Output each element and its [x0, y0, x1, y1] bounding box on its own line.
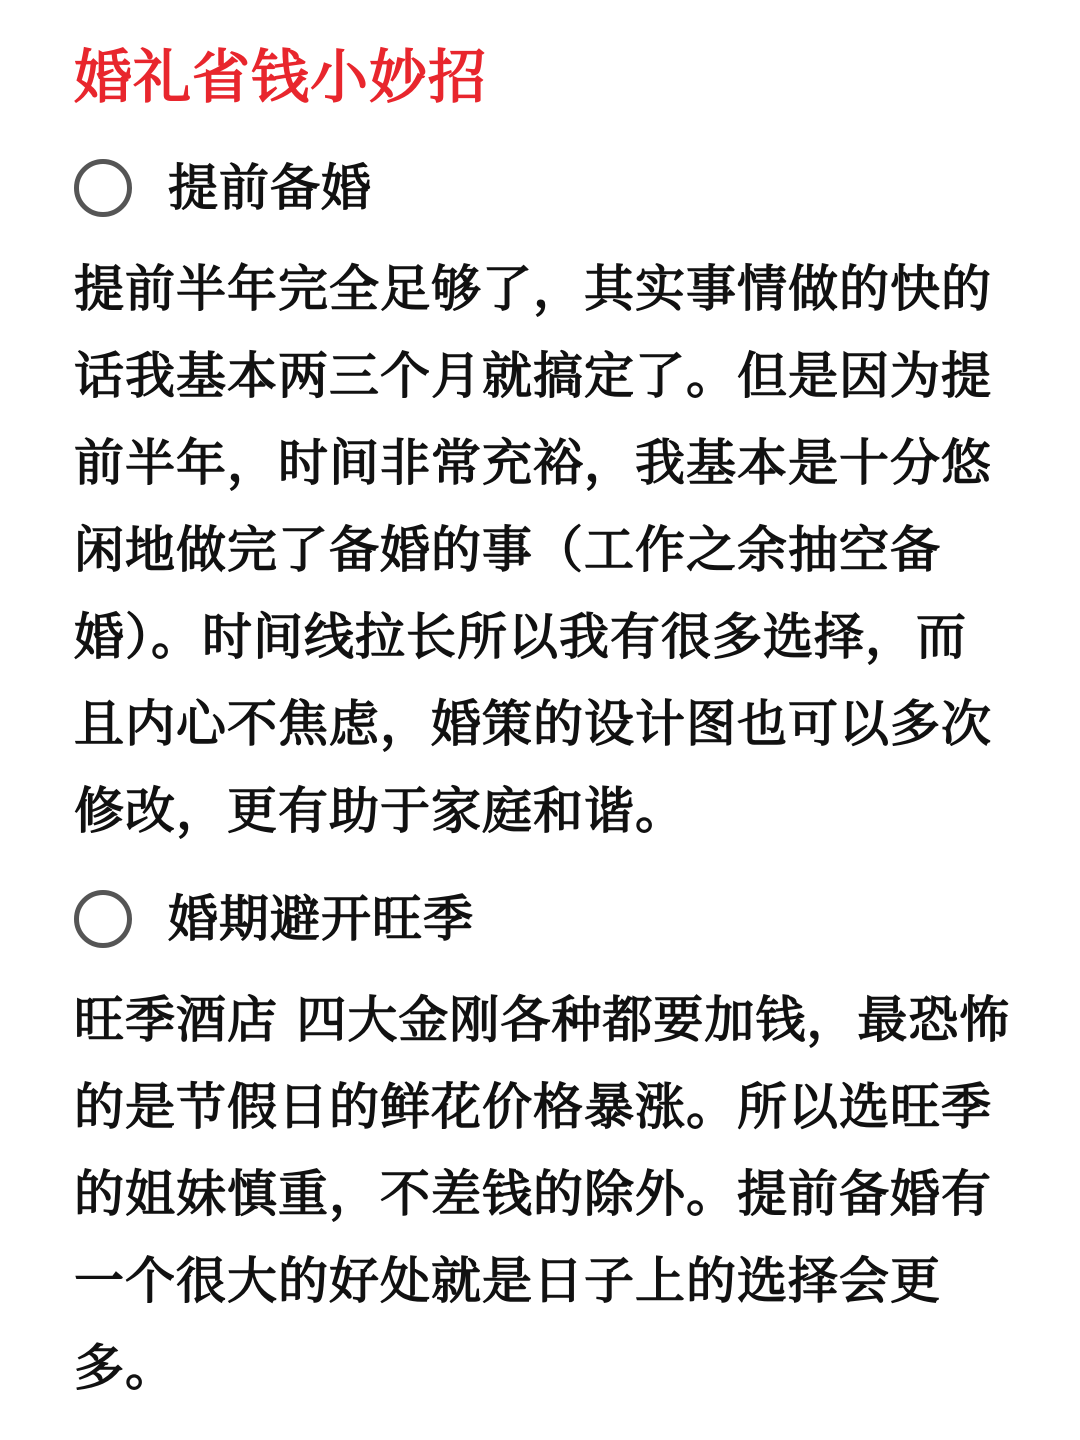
circle-icon: [74, 159, 132, 217]
section-title: 提前备婚: [168, 159, 372, 217]
page-title: 婚礼省钱小妙招: [74, 43, 488, 111]
section-title: 婚期避开旺季: [168, 890, 474, 948]
section-body: 提前半年完全足够了，其实事情做的快的话我基本两三个月就搞定了。但是因为提前半年，时间非常充裕，我基本是十分悠闲地做完了备婚的事（工作之余抽空备婚）。时间线拉长所以我有很多选择，而且内心不焦虑，婚策的设计图也可以多次修改，更有助于家庭和谐。: [74, 260, 992, 840]
section-header-prepare-early: [74, 148, 1006, 228]
section-header-avoid-peak-season: [74, 879, 1006, 959]
circle-icon: [74, 890, 132, 948]
section-body: 旺季酒店 四大金刚各种都要加钱，最恐怖的是节假日的鲜花价格暴涨。所以选旺季的姐妹慎重，不差钱的除外。提前备婚有一个很大的好处就是日子上的选择会更多。: [74, 991, 1011, 1397]
